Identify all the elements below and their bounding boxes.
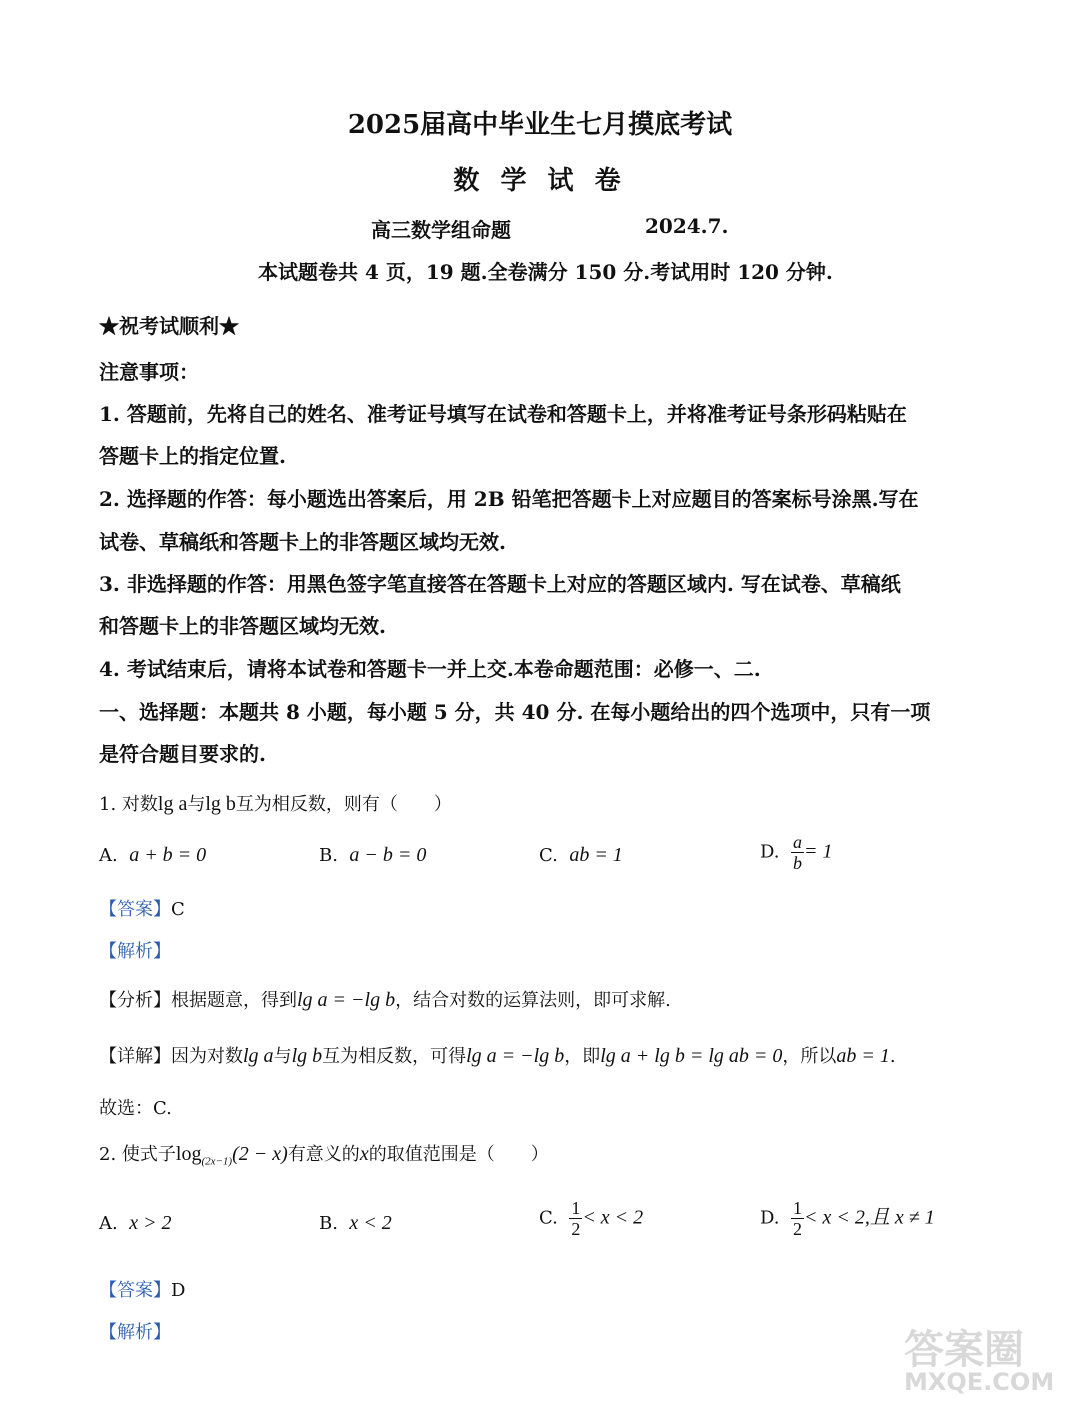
q1-detail: 【详解】因为对数lg a与lg b互为相反数，可得lg a = −lg b，即lg a + lg b = lg ab = 0，所以ab = 1. <box>99 1045 896 1067</box>
q1-analysis: 【分析】根据题意，得到lg a = −lg b，结合对数的运算法则，即可求解. <box>99 989 671 1011</box>
wish-line: ★祝考试顺利★ <box>99 314 239 338</box>
exam-author: 高三数学组命题 <box>371 218 511 242</box>
note-1-line-1: 1. 答题前，先将自己的姓名、准考证号填写在试卷和答题卡上，并将准考证号条形码粘贴在 <box>99 402 907 426</box>
watermark-logo: 答案圈 <box>904 1327 1024 1373</box>
note-1-line-2: 答题卡上的指定位置. <box>99 444 286 468</box>
q1-option-a: A. a + b = 0 <box>99 844 207 866</box>
question-1-stem: 1. 对数lg a与lg b互为相反数，则有（ ） <box>99 793 452 815</box>
note-3-line-2: 和答题卡上的非答题区域均无效. <box>99 614 386 638</box>
note-2-line-2: 试卷、草稿纸和答题卡上的非答题区域均无效. <box>99 530 506 554</box>
watermark-url: MXQE.COM <box>904 1368 1055 1396</box>
fraction: $\frac{1}{2}$ <box>792 1198 802 1239</box>
q2-option-d: D. $\frac{1}{2}$ < x < 2,且 x ≠ 1 <box>760 1198 935 1239</box>
section-1-line-2: 是符合题目要求的. <box>99 742 266 766</box>
exam-info: 本试题卷共 4 页，19 题.全卷满分 150 分.考试用时 120 分钟. <box>258 260 833 284</box>
fraction: $\frac{1}{2}$ <box>571 1198 581 1239</box>
q2-answer: 【答案】D <box>99 1280 186 1301</box>
subject-title: 数 学 试 卷 <box>453 166 627 196</box>
q2-option-a: A. x > 2 <box>99 1212 172 1234</box>
q2-option-c: C. $\frac{1}{2}$ < x < 2 <box>539 1198 644 1239</box>
fraction: $\frac{a}{b}$ <box>792 832 802 873</box>
section-1-line-1: 一、选择题：本题共 8 小题，每小题 5 分，共 40 分. 在每小题给出的四个选项中，只有一项 <box>99 700 931 724</box>
q2-jiexi-tag: 【解析】 <box>99 1322 171 1343</box>
exam-date: 2024.7. <box>645 214 729 238</box>
q1-answer: 【答案】C <box>99 899 185 920</box>
note-2-line-1: 2. 选择题的作答：每小题选出答案后，用 2B 铅笔把答题卡上对应题目的答案标号涂黑.写在 <box>99 487 919 511</box>
q1-option-d: D. $\frac{a}{b}$ = 1 <box>760 832 833 873</box>
q1-jiexi-tag: 【解析】 <box>99 941 171 962</box>
note-4: 4. 考试结束后，请将本试卷和答题卡一并上交.本卷命题范围：必修一、二. <box>99 657 761 681</box>
note-3-line-1: 3. 非选择题的作答：用黑色签字笔直接答在答题卡上对应的答题区域内. 写在试卷、草稿纸 <box>99 572 901 596</box>
page-title: 2025届高中毕业生七月摸底考试 <box>347 110 733 140</box>
q1-option-c: C. ab = 1 <box>539 844 623 866</box>
question-2-stem: 2. 使式子$\log_{(2x-1)}(2 - x)$有意义的x的取值范围是（ ） <box>99 1143 549 1168</box>
q2-option-b: B. x < 2 <box>319 1212 392 1234</box>
notes-heading: 注意事项： <box>99 360 199 384</box>
q1-conclusion: 故选：C. <box>99 1098 172 1119</box>
q1-option-b: B. a − b = 0 <box>319 844 427 866</box>
